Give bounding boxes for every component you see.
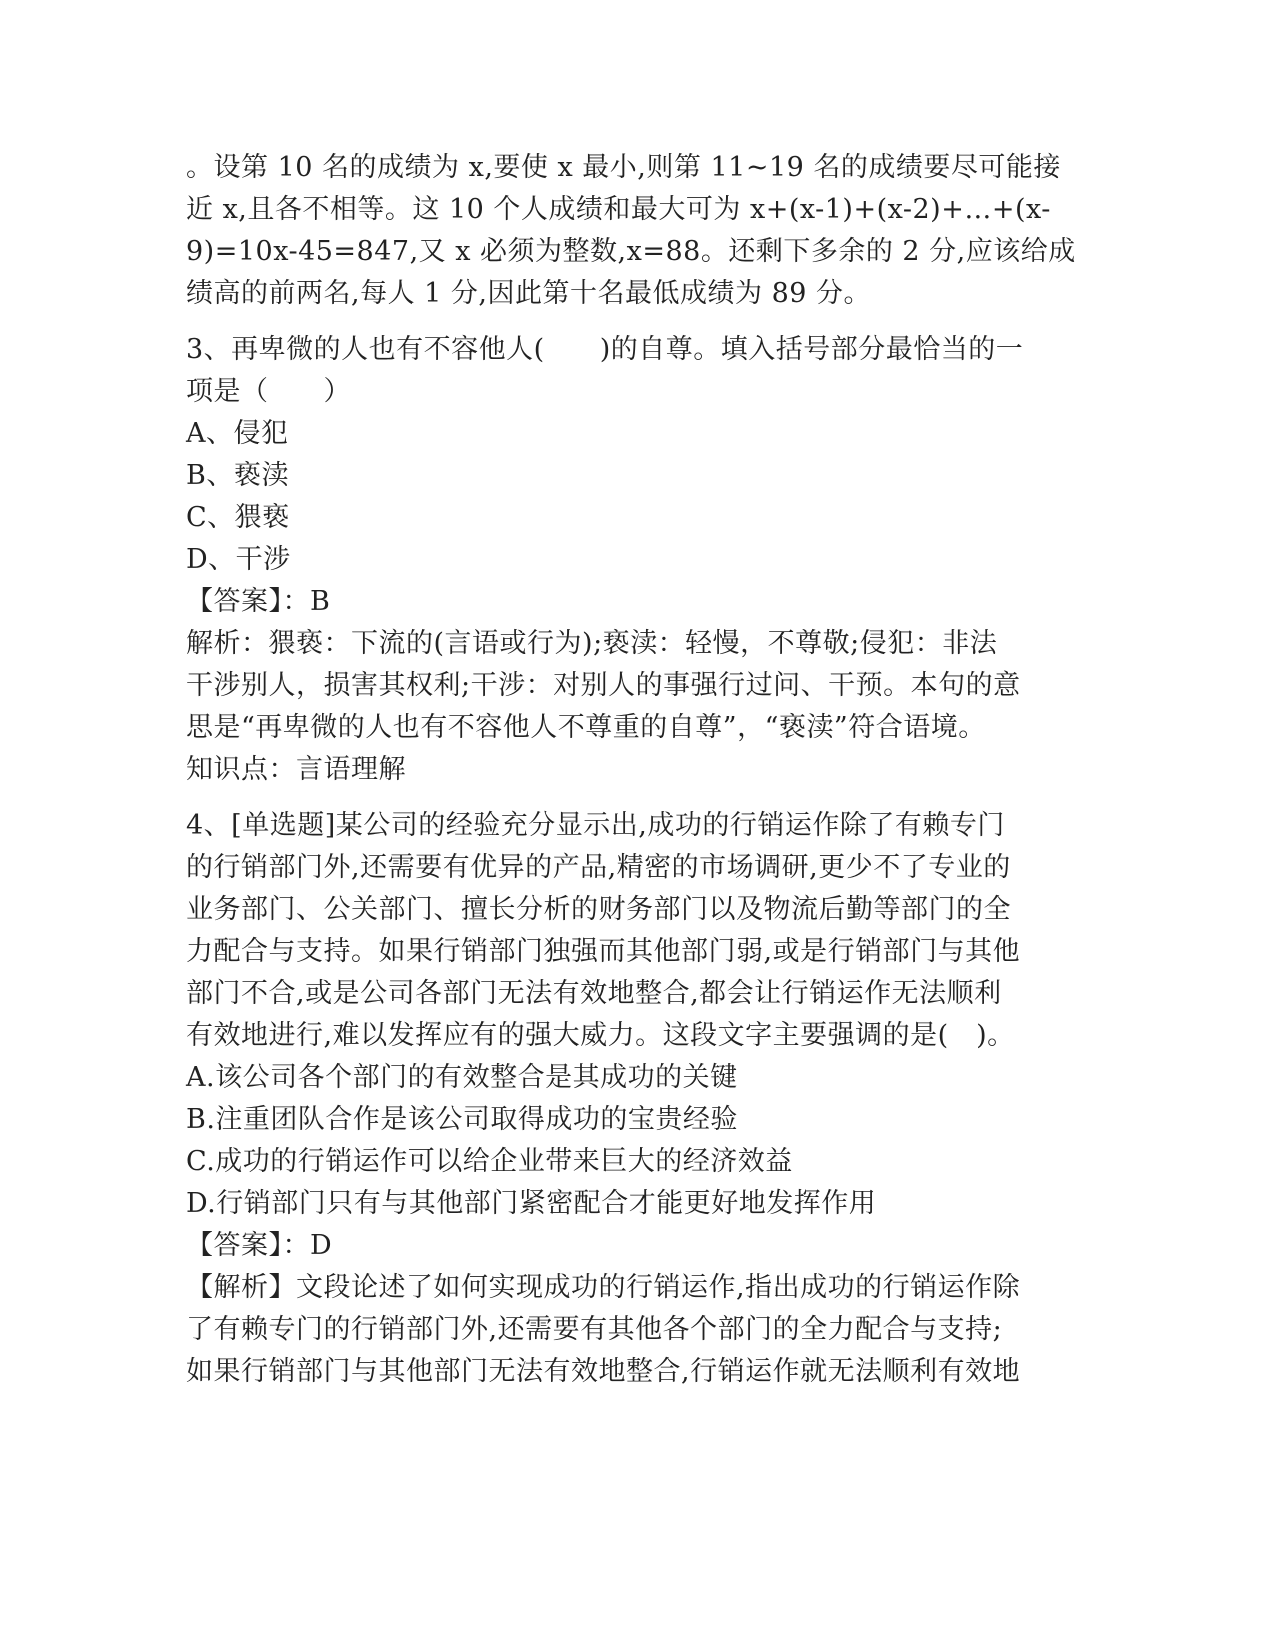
analysis-line: 【解析】文段论述了如何实现成功的行销运作,指出成功的行销运作除 [186,1272,1021,1303]
analysis-line: 思是“再卑微的人也有不容他人不尊重的自尊”，“亵渎”符合语境。 [186,712,986,743]
section-gap [186,315,1086,329]
question-stem-line: 3、再卑微的人也有不容他人( )的自尊。填入括号部分最恰当的一 [186,334,1024,365]
option-d: D、干涉 [186,544,291,575]
section-gap [186,791,1086,805]
question-stem-line: 部门不合,或是公司各部门无法有效地整合,都会让行销运作无法顺利 [186,978,1002,1009]
text-line: 。设第 10 名的成绩为 x,要使 x 最小,则第 11~19 名的成绩要尽可能接 [186,152,1061,183]
question-stem-line: 业务部门、公关部门、擅长分析的财务部门以及物流后勤等部门的全 [186,894,1011,925]
option-d: D.行销部门只有与其他部门紧密配合才能更好地发挥作用 [186,1188,877,1219]
knowledge-point: 知识点：言语理解 [186,754,406,785]
question-stem-line: 4、[单选题]某公司的经验充分显示出,成功的行销运作除了有赖专门 [186,810,1005,841]
analysis-line: 干涉别人，损害其权利;干涉：对别人的事强行过问、干预。本句的意 [186,670,1021,701]
question-stem-line: 的行销部门外,还需要有优异的产品,精密的市场调研,更少不了专业的 [186,852,1011,883]
analysis-line: 了有赖专门的行销部门外,还需要有其他各个部门的全力配合与支持; [186,1314,1003,1345]
option-b: B、亵渎 [186,460,289,491]
question-4 [186,805,1086,1393]
previous-explanation [186,147,1086,315]
analysis-line: 解析：猥亵：下流的(言语或行为);亵渎：轻慢，不尊敬;侵犯：非法 [186,628,998,659]
option-a: A.该公司各个部门的有效整合是其成功的关键 [186,1062,738,1093]
question-stem-line: 项是（ ） [186,376,351,407]
question-stem-line: 力配合与支持。如果行销部门独强而其他部门弱,或是行销部门与其他 [186,936,1021,967]
option-c: C、猥亵 [186,502,290,533]
answer-line: 【答案】：D [186,1230,333,1261]
option-a: A、侵犯 [186,418,289,449]
text-line: 近 x,且各不相等。这 10 个人成绩和最大可为 x+(x-1)+(x-2)+…+(x- [186,194,1051,225]
question-stem-line: 有效地进行,难以发挥应有的强大威力。这段文字主要强调的是( )。 [186,1020,1015,1051]
option-b: B.注重团队合作是该公司取得成功的宝贵经验 [186,1104,738,1135]
page-content [186,147,1086,1393]
option-c: C.成功的行销运作可以给企业带来巨大的经济效益 [186,1146,793,1177]
answer-line: 【答案】：B [186,586,331,617]
analysis-line: 如果行销部门与其他部门无法有效地整合,行销运作就无法顺利有效地 [186,1356,1021,1387]
text-line: 绩高的前两名,每人 1 分,因此第十名最低成绩为 89 分。 [186,278,872,309]
text-line: 9)=10x-45=847,又 x 必须为整数,x=88。还剩下多余的 2 分,应该给成 [186,236,1076,267]
question-3 [186,329,1086,791]
